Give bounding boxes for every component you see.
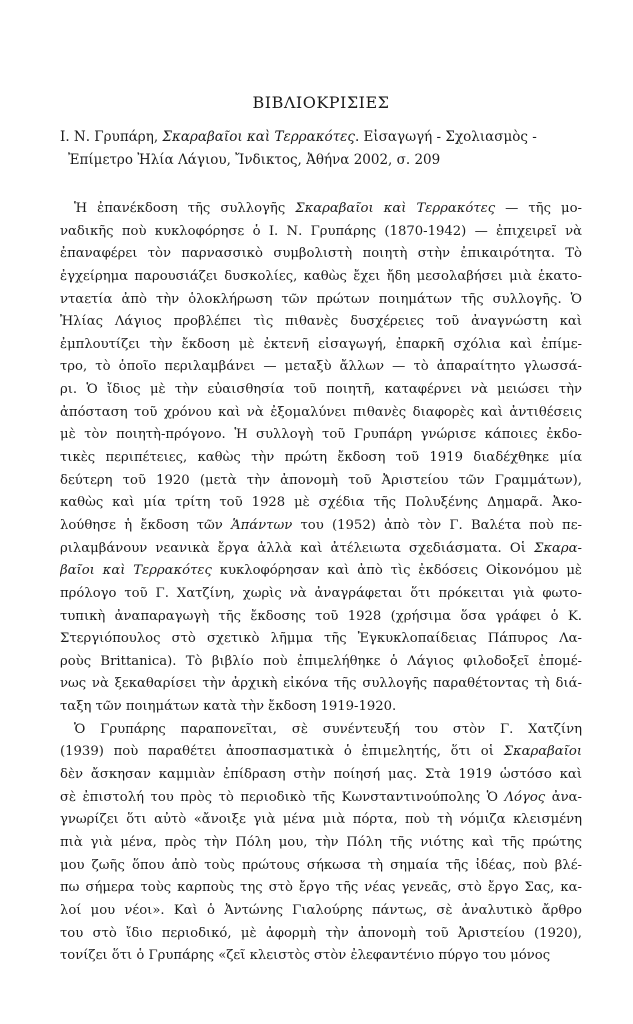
text-line: μου ζωῆς ὅπου ἀπὸ τοὺς πρώτους σήκωσα τὴ σημαία τῆς ἰδέας, ποὺ βλέ- [60,857,582,873]
paragraph [60,719,582,968]
book-reference [60,126,582,172]
text-line: Ἡ ἐπανέκδοση τῆς συλλογῆς Σκαραβαῖοι καὶ Τερρακότες — τῆς μο- [74,201,582,216]
text-line: βαῖοι καὶ Τερρακότες κυκλοφόρησαν καὶ ἀπὸ τὶς ἐκδόσεις Οἰκονόμου μὲ [60,563,582,579]
book-reference-line-2: Ἐπίμετρο Ἠλία Λάγιου, Ἴνδικτος, Ἀθήνα 2002, σ. 209 [68,152,441,168]
text-line: σὲ ἐπιστολή του πρὸς τὸ περιοδικὸ τῆς Κωνσταντινούπολης Ὁ Λόγος ἀνα- [60,789,582,805]
text-line: Στεργιόπουλος στὸ σχετικὸ λῆμμα τῆς Ἐγκυκλοπαίδειας Πάπυρος Λα- [60,631,582,647]
text-line: του στὸ ἴδιο περιοδικό, μὲ ἀφορμὴ τὴν ἀπονομὴ τοῦ Ἀριστείου (1920), [60,925,582,941]
review-body [60,198,582,968]
text-line: μὲ τὸν ποιητὴ-πρόγονο. Ἡ συλλογὴ τοῦ Γρυπάρη γνώρισε κάποιες ἐκδο- [60,427,582,443]
text-line: ἐπαναφέρει τὸν παρνασσικὸ συμβολιστὴ ποιητὴ στὴν ἐπικαιρότητα. Τὸ [60,246,582,262]
italic-title: Σκαρα- [534,540,582,556]
text-line: ἀπόσταση τοῦ χρόνου καὶ νὰ ἐξομαλύνει πιθανὲς διαφορὲς καὶ ἀντιθέσεις [60,404,582,420]
text-line: ἐγχείρημα παρουσιάζει δυσκολίες, καθὼς ἔχει ἤδη μεσολαβήσει μιὰ ἑκατο- [60,268,582,284]
text-line: νως νὰ ξεκαθαρίσει τὴν ἀρχικὴ εἰκόνα τῆς συλλογῆς παραθέτοντας τὴ διά- [60,676,582,692]
text-line: ἐμπλουτίζει τὴν ἔκδοση μὲ ἐκτενῆ εἰσαγωγή, ἐπαρκῆ σχόλια καὶ ἐπίμε- [60,336,582,352]
paragraph [60,198,582,719]
italic-title: Σκαραβαῖοι [503,744,582,760]
text-line: τυπικὴ ἀναπαραγωγὴ τῆς ἔκδοσης τοῦ 1928 (χρήσιμα ὅσα γράφει ὁ Κ. [60,608,582,624]
text-line: ρι. Ὁ ἴδιος μὲ τὴν εὐαισθησία τοῦ ποιητῆ, καταφέρνει νὰ μειώσει τὴν [60,382,582,398]
text-line: τονίζει ὅτι ὁ Γρυπάρης «ζεῖ κλειστὸς στὸν ἐλεφαντένιο πύργο του μόνος [60,948,551,964]
text-line: τικὲς περιπέτειες, καθὼς τὴν πρώτη ἔκδοση τοῦ 1919 διαδέχθηκε μία [60,450,582,466]
text-line: Ἠλίας Λάγιος προβλέπει τὶς πιθανὲς δυσχέρειες τοῦ ἀναγνώστη καὶ [60,314,582,330]
text-line: ριλαμβάνουν νεανικὰ ἔργα ἀλλὰ καὶ ἀτέλειωτα σχεδιάσματα. Οἱ Σκαρα- [60,540,582,556]
running-head: ΒΙΒΛΙΟΚΡΙΣΙΕΣ [252,93,390,112]
text-line: τρο, τὸ ὁποῖο περιλαμβάνει — μεταξὺ ἄλλων — τὸ ἀπαραίτητο γλωσσά- [60,359,582,375]
text-line: πω σήμερα τοὺς καρποὺς της στὸ ἔργο τῆς νέας γενεᾶς, στὸ ἔργο Σας, κα- [60,880,582,896]
book-title: Σκαραβαῖοι καὶ Τερρακότες [162,129,355,145]
book-reference-line-1 [60,129,537,145]
italic-title: Ἁπάντων [231,517,293,533]
text-line: Ὁ Γρυπάρης παραπονεῖται, σὲ συνέντευξή του στὸν Γ. Χατζίνη [74,721,582,737]
text-line: καθὼς καὶ μία τρίτη τοῦ 1928 μὲ σχέδια τῆς Πολυξένης Δημαρᾶ. Ἀκο- [60,495,582,511]
text-line: λούθησε ἡ ἔκδοση τῶν Ἁπάντων του (1952) ἀπὸ τὸν Γ. Βαλέτα ποὺ πε- [60,517,582,533]
document-page [60,0,582,1024]
text-line: ναδικῆς ποὺ κυκλοφόρησε ὁ Ι. Ν. Γρυπάρης (1870-1942) — ἐπιχειρεῖ νὰ [60,223,582,239]
text-line: ταξη τῶν ποιημάτων κατὰ τὴν ἔκδοση 1919-1920. [60,699,397,715]
text-line: πρόλογο τοῦ Γ. Χατζίνη, χωρὶς νὰ ἀναγράφεται ὅτι πρόκειται γιὰ φωτο- [60,585,582,601]
book-reference-rest: . Εἰσαγωγή - Σχολιασμὸς - [354,129,537,145]
text-line: (1939) ποὺ παραθέτει ἀποσπασματικὰ ὁ ἐπιμελητής, ὅτι οἱ Σκαραβαῖοι [60,744,582,760]
text-line: ροὺς Brittanica). Τὸ βιβλίο ποὺ ἐπιμελήθηκε ὁ Λάγιος φιλοδοξεῖ ἐπομέ- [60,653,582,669]
italic-title: βαῖοι καὶ Τερρακότες [60,563,212,579]
italic-title: Σκαραβαῖοι καὶ Τερρακότες [295,201,496,216]
book-author: Ι. Ν. Γρυπάρη, [60,129,163,145]
text-line: δεύτερη τοῦ 1920 (μετὰ τὴν ἀπονομὴ τοῦ Ἀριστείου τῶν Γραμμάτων), [60,472,582,488]
italic-title: Λόγος [504,789,546,805]
text-line: πιὰ γιὰ μένα, πρὸς τὴν Πόλη μου, τὴν Πόλη τῆς νιότης καὶ τῆς πρώτης [60,834,582,850]
text-line: γνωρίζει ὅτι αὐτὸ «ἄνοιξε γιὰ μένα μιὰ πόρτα, ποὺ τὴ νόμιζα κλεισμένη [60,812,582,828]
text-line: νταετία ἀπὸ τὴν ὁλοκλήρωση τῶν πρώτων ποιημάτων τῆς συλλογῆς. Ὁ [60,291,582,307]
text-line: δὲν ἄσκησαν καμμιὰν ἐπίδραση στὴν ποίησή μας. Στὰ 1919 ὡστόσο καὶ [60,767,582,783]
text-line: λοί μου νέοι». Καὶ ὁ Ἀντώνης Γιαλούρης πάντως, σὲ ἀναλυτικὸ ἄρθρο [60,902,582,918]
